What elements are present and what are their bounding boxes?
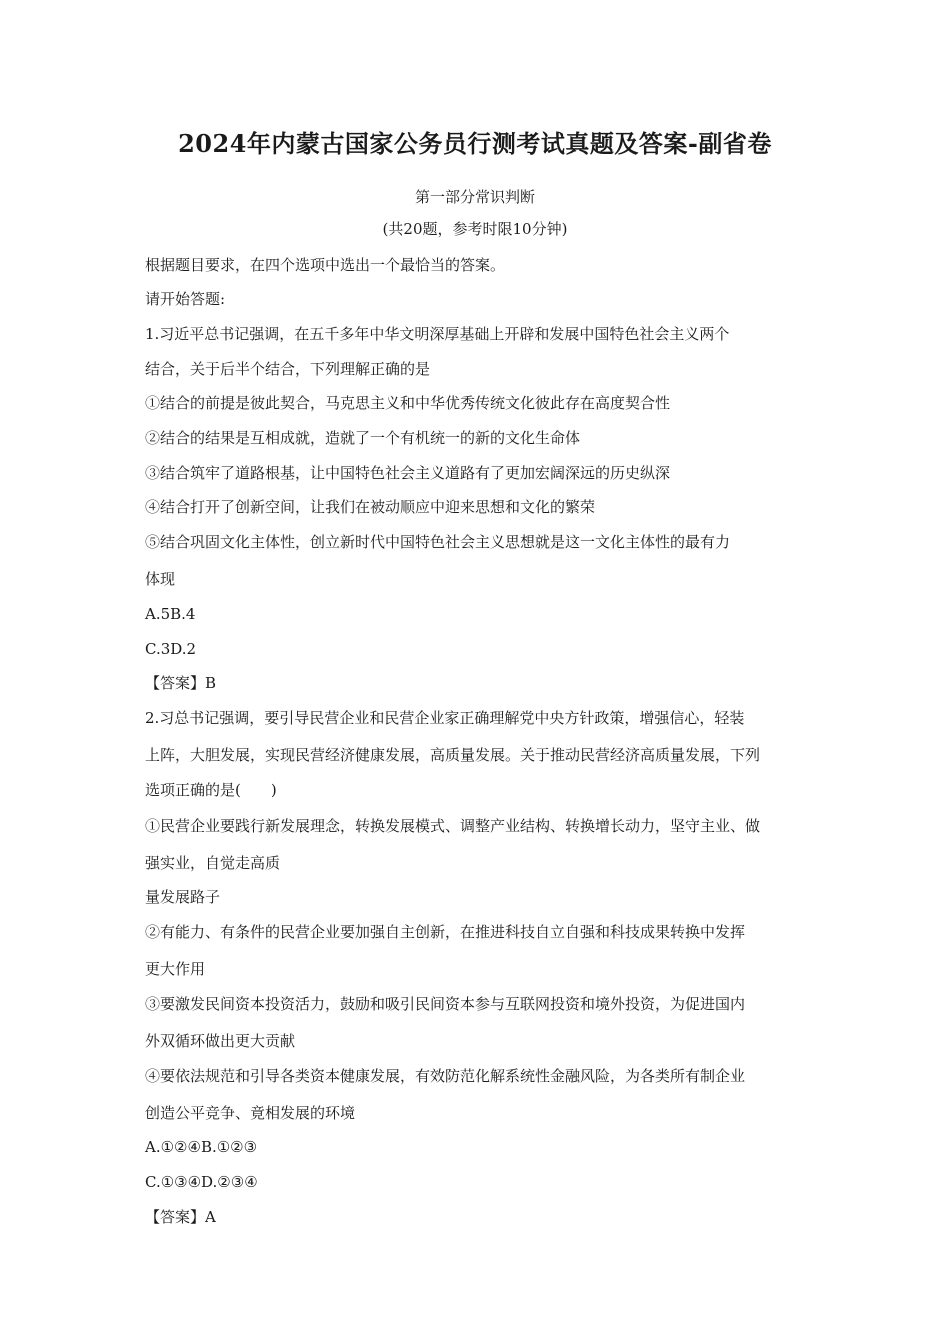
question-2-options-cd: C.①③④D.②③④ xyxy=(145,1173,258,1191)
section-title: 第一部分常识判断 xyxy=(414,188,535,206)
question-2-stem: 2.习总书记强调，要引导民营企业和民营企业家正确理解党中央方针政策，增强信心，轻装 xyxy=(145,709,745,727)
question-2-stem-cont: 上阵，大胆发展，实现民营经济健康发展，高质量发展。关于推动民营经济高质量发展，下列 xyxy=(145,746,761,764)
document-title: 2024年内蒙古国家公务员行测考试真题及答案-副省卷 xyxy=(178,129,772,158)
question-2-stem-end: 选项正确的是( ) xyxy=(145,781,277,799)
section-note: (共20题，参考时限10分钟) xyxy=(382,220,568,238)
question-1-stem: 1.习近平总书记强调，在五千多年中华文明深厚基础上开辟和发展中国特色社会主义两个 xyxy=(145,325,730,343)
question-2-item-1: ①民营企业要践行新发展理念，转换发展模式、调整产业结构、转换增长动力，坚守主业、做 xyxy=(145,817,761,835)
question-1-stem-cont: 结合，关于后半个结合，下列理解正确的是 xyxy=(145,360,431,378)
question-2-item-3: ③要激发民间资本投资活力，鼓励和吸引民间资本参与互联网投资和境外投资，为促进国内 xyxy=(145,995,746,1013)
question-1-options-ab: A.5B.4 xyxy=(145,605,196,623)
question-1-item-4: ④结合打开了创新空间，让我们在被动顺应中迎来思想和文化的繁荣 xyxy=(145,498,596,516)
question-1-item-5: ⑤结合巩固文化主体性，创立新时代中国特色社会主义思想就是这一文化主体性的最有力 xyxy=(145,533,731,551)
question-2-answer: 【答案】A xyxy=(145,1208,216,1226)
question-1-item-3: ③结合筑牢了道路根基，让中国特色社会主义道路有了更加宏阔深远的历史纵深 xyxy=(145,464,671,482)
question-2-options-ab: A.①②④B.①②③ xyxy=(145,1138,258,1156)
question-1-item-1: ①结合的前提是彼此契合，马克思主义和中华优秀传统文化彼此存在高度契合性 xyxy=(145,394,671,412)
instruction-text: 根据题目要求，在四个选项中选出一个最恰当的答案。 xyxy=(145,256,506,274)
question-2-item-3-cont: 外双循环做出更大贡献 xyxy=(145,1032,296,1050)
question-1-options-cd: C.3D.2 xyxy=(145,640,197,658)
question-2-item-2: ②有能力、有条件的民营企业要加强自主创新，在推进科技自立自强和科技成果转换中发挥 xyxy=(145,923,746,941)
question-2-item-1-end: 量发展路子 xyxy=(145,888,221,906)
question-2-item-4-cont: 创造公平竞争、竟相发展的环境 xyxy=(145,1104,356,1122)
question-2-item-1-cont: 强实业，自觉走高质 xyxy=(145,854,281,872)
question-2-item-2-cont: 更大作用 xyxy=(145,960,206,978)
question-1-item-2: ②结合的结果是互相成就，造就了一个有机统一的新的文化生命体 xyxy=(145,429,581,447)
question-2-item-4: ④要依法规范和引导各类资本健康发展，有效防范化解系统性金融风险，为各类所有制企业 xyxy=(145,1067,746,1085)
start-prompt: 请开始答题: xyxy=(145,290,226,308)
question-1-answer: 【答案】B xyxy=(145,674,217,692)
question-1-item-5-cont: 体现 xyxy=(145,570,176,588)
